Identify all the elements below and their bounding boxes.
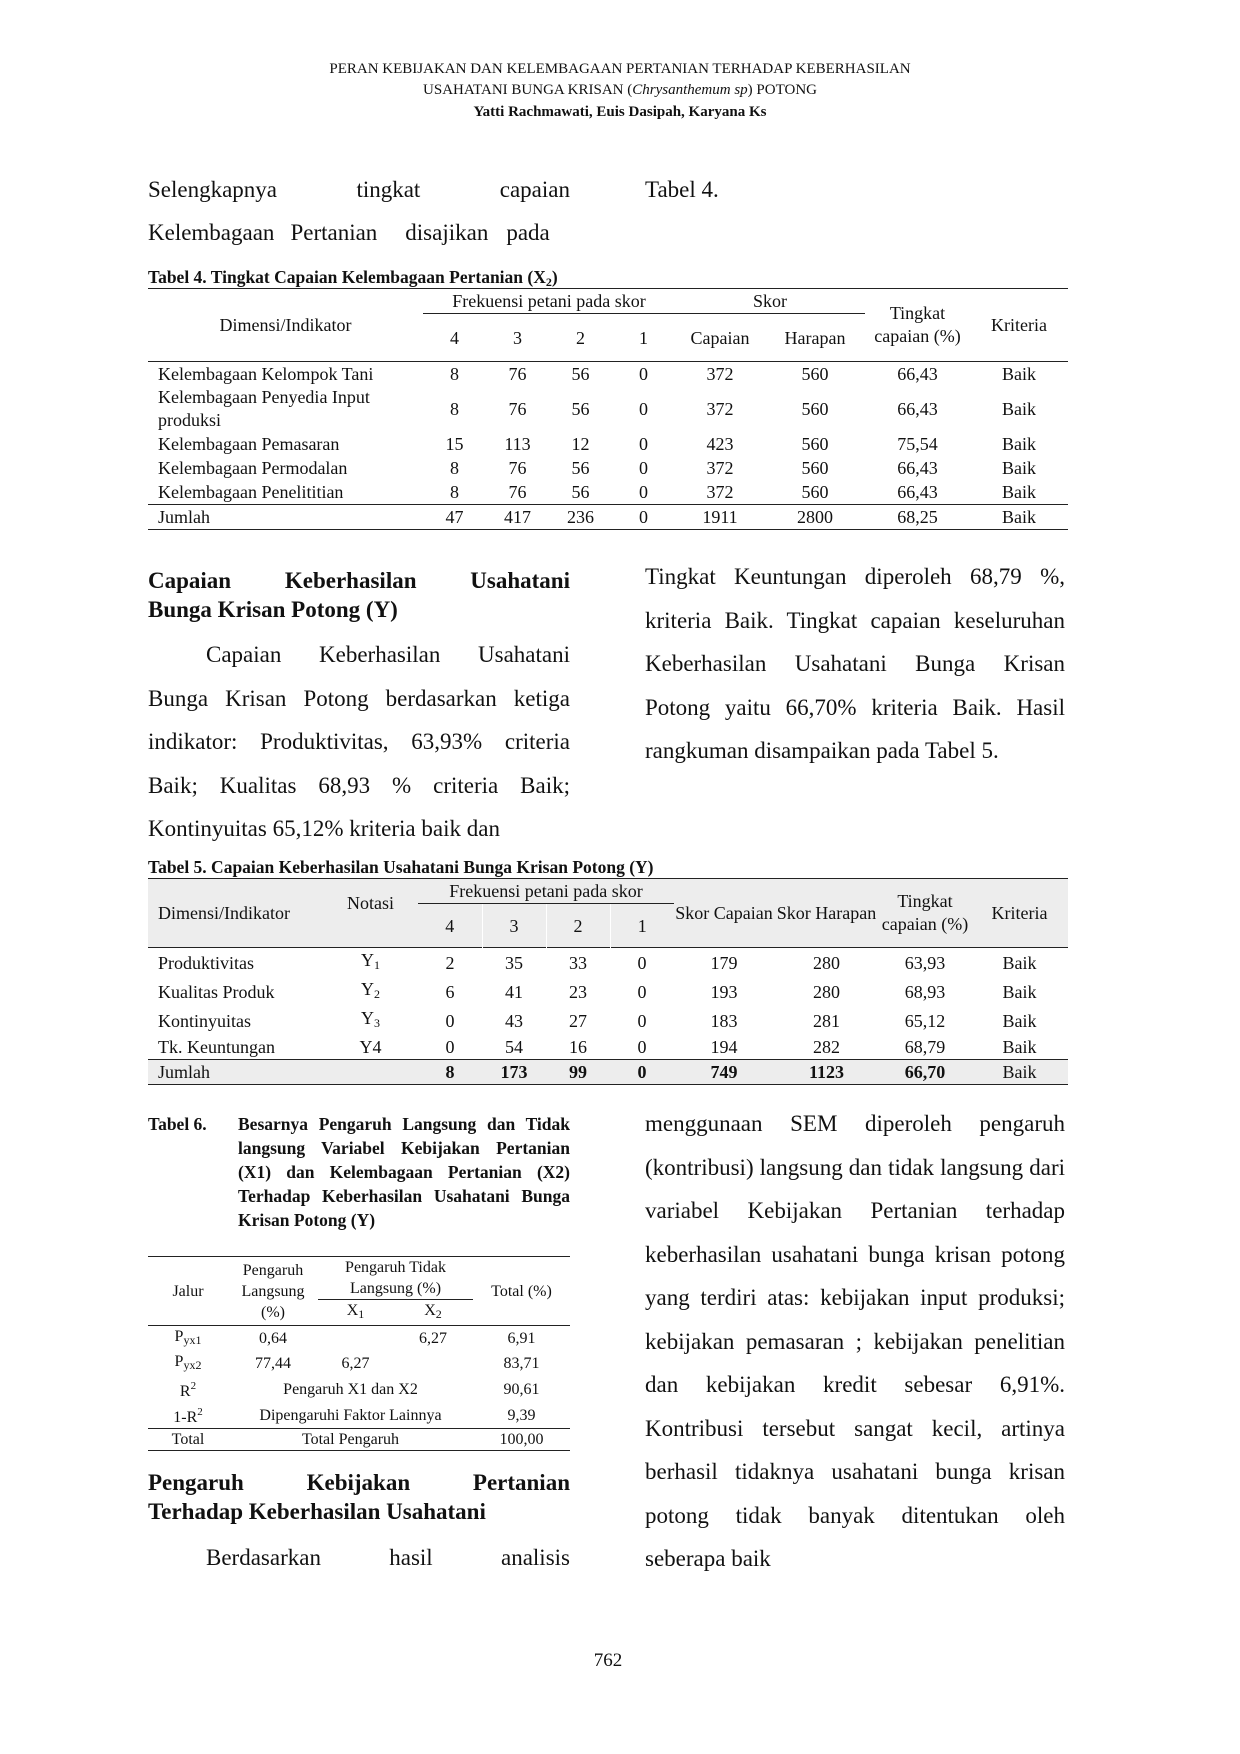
- caption-subscript: 2: [545, 275, 552, 289]
- cell: 423: [706, 434, 734, 454]
- cell: 560: [801, 482, 829, 502]
- notasi: Y: [361, 950, 374, 970]
- cell-jalur: $1-R^2$: [173, 1406, 203, 1426]
- cell: 0: [637, 981, 647, 1002]
- table-row: [148, 1376, 570, 1402]
- cell: 65,12: [904, 1010, 946, 1031]
- intro-right-line: Tabel 4.: [645, 177, 719, 202]
- subtitle-text: USAHATANI BUNGA KRISAN (: [423, 82, 633, 98]
- table-row: [148, 432, 1068, 456]
- cell: 56: [571, 399, 590, 419]
- col-header-4: 4: [418, 904, 482, 948]
- cell: 1123: [808, 1062, 844, 1082]
- cell: 66,43: [897, 364, 938, 384]
- cell: 8: [445, 1062, 455, 1082]
- cell: 41: [505, 981, 523, 1002]
- cell: 99: [569, 1062, 587, 1082]
- col-header-kriteria: Kriteria: [991, 315, 1047, 335]
- table-row: [148, 1326, 570, 1352]
- cell: 183: [710, 1010, 738, 1031]
- cell: 27: [569, 1010, 587, 1031]
- table5-caption: Tabel 5. Capaian Keberhasilan Usahatani Bunga Krisan Potong (Y): [148, 857, 654, 877]
- table-header-row: [148, 289, 1068, 314]
- section2-left-line: [206, 1545, 570, 1571]
- cell: 9,39: [507, 1406, 536, 1424]
- table-row: [148, 977, 1068, 1006]
- cell: 0: [639, 482, 648, 502]
- cell: 194: [710, 1037, 738, 1057]
- heading-line: Pengaruh Kebijakan Pertanian: [148, 1470, 570, 1495]
- cell: 0,64: [259, 1330, 287, 1347]
- cell: 15: [445, 434, 464, 454]
- col-header-skor-harapan: Skor Harapan: [776, 903, 877, 923]
- cell: 6,27: [419, 1330, 447, 1347]
- cell: 56: [571, 364, 590, 384]
- cell: Dipengaruhi Faktor Lainnya: [259, 1406, 442, 1424]
- heading-line: Terhadap Keberhasilan Usahatani: [148, 1499, 486, 1524]
- col-header-jalur: Jalur: [172, 1282, 204, 1300]
- jalur: P: [174, 1353, 184, 1370]
- cell: 749: [710, 1062, 738, 1082]
- cell: Baik: [1002, 434, 1036, 454]
- col-header-tidak-langsung: Pengaruh Tidak Langsung (%): [318, 1257, 473, 1300]
- cell: 0: [445, 1037, 455, 1057]
- word: Kelembagaan: [148, 220, 275, 245]
- caption-end: ): [551, 267, 558, 287]
- cell: 23: [569, 981, 587, 1002]
- cell: 66,43: [897, 399, 938, 419]
- col-header-tingkat: Tingkat capaian (%): [874, 303, 961, 346]
- cell: Kelembagaan Penyedia Input produksi: [158, 387, 370, 430]
- cell: Kelembagaan Pemasaran: [158, 434, 340, 454]
- table-total-row: [148, 1429, 570, 1451]
- word: pada: [506, 220, 550, 245]
- cell-jalur: $R^2$: [179, 1380, 197, 1400]
- cell-notasi: [323, 948, 418, 978]
- table-row: [148, 480, 1068, 505]
- cell: 0: [637, 1010, 647, 1031]
- table-row: [148, 948, 1068, 978]
- cell: 75,54: [897, 434, 938, 454]
- cell: 8: [450, 458, 459, 478]
- col-header-3: 3: [482, 904, 546, 948]
- cell: 90,61: [503, 1380, 540, 1398]
- caption-text: Tabel 4. Tingkat Capaian Kelembagaan Pertanian (X: [148, 267, 546, 287]
- cell: Kelembagaan Permodalan: [158, 458, 348, 478]
- table-row: [148, 362, 1068, 387]
- cell: 56: [571, 482, 590, 502]
- col-header-4: 4: [450, 327, 459, 348]
- cell: 0: [637, 1062, 647, 1082]
- col-header-capaian: Capaian: [690, 327, 750, 348]
- intro-left-line-1: [148, 177, 570, 203]
- subtitle-text-end: ) POTONG: [747, 82, 817, 98]
- cell: 8: [450, 399, 459, 419]
- cell: Kelembagaan Kelompok Tani: [158, 364, 374, 384]
- cell: [318, 1326, 393, 1352]
- table5: [148, 878, 1068, 1085]
- col-header-langsung: Pengaruh Langsung (%): [241, 1261, 305, 1321]
- col-header-x1: $X_1$: [346, 1302, 365, 1321]
- cell: 0: [639, 434, 648, 454]
- cell: 1911: [702, 507, 738, 527]
- cell: [393, 1351, 473, 1376]
- running-header-subtitle: [0, 80, 1240, 101]
- cell: 68,93: [904, 981, 946, 1002]
- cell: 280: [813, 952, 840, 973]
- cell: Baik: [1002, 458, 1036, 478]
- cell: 66,43: [897, 458, 938, 478]
- cell: 35: [505, 952, 523, 973]
- cell: 280: [813, 981, 840, 1002]
- cell: 68,79: [904, 1037, 946, 1057]
- col-header-harapan: Harapan: [784, 327, 846, 348]
- cell: 0: [639, 458, 648, 478]
- cell: 0: [639, 364, 648, 384]
- x2-label: X: [424, 1302, 436, 1319]
- jalur: 1-R: [173, 1409, 198, 1426]
- table-row: [148, 1402, 570, 1429]
- cell: Tk. Keuntungan: [158, 1037, 275, 1057]
- col-header-1: 1: [639, 327, 648, 348]
- cell-notasi: [323, 1006, 418, 1035]
- cell: Total Pengaruh: [301, 1431, 400, 1448]
- cell: 0: [639, 399, 648, 419]
- cell: Kelembagaan Penelititian: [158, 482, 344, 502]
- caption-label: Tabel 6.: [148, 1114, 207, 1134]
- col-header-frekuensi: Frekuensi petani pada skor: [418, 879, 674, 904]
- word: tingkat: [356, 177, 421, 202]
- cell: 68,25: [897, 507, 938, 527]
- jalur-sub: yx2: [183, 1358, 202, 1372]
- cell: Total: [171, 1431, 205, 1448]
- cell-jalur: [148, 1351, 228, 1376]
- cell: Pengaruh X1 dan X2: [283, 1380, 418, 1398]
- cell-jalur: [148, 1326, 228, 1352]
- species-name: Chrysanthemum sp: [632, 82, 748, 98]
- cell: 100,00: [499, 1431, 544, 1448]
- col-header-skor: Skor: [675, 289, 865, 314]
- cell: 16: [569, 1037, 587, 1057]
- notasi-sub: 2: [374, 987, 380, 1001]
- word: disajikan: [405, 220, 489, 245]
- cell: 0: [637, 952, 647, 973]
- table-total-row: [148, 505, 1068, 530]
- col-header-notasi: Notasi: [347, 893, 394, 913]
- cell: 417: [504, 507, 531, 527]
- cell: 372: [706, 458, 734, 478]
- cell: 6,91: [507, 1330, 536, 1347]
- col-header-dimensi: Dimensi/Indikator: [219, 315, 352, 335]
- cell: 2: [445, 952, 455, 973]
- cell: 33: [569, 952, 587, 973]
- cell: Baik: [1002, 1037, 1037, 1057]
- cell: 372: [706, 482, 734, 502]
- col-header-2: 2: [576, 327, 585, 348]
- table-row: [148, 456, 1068, 480]
- notasi: Y4: [359, 1037, 382, 1057]
- cell: 372: [706, 364, 734, 384]
- cell: 560: [801, 364, 829, 384]
- cell: 113: [504, 434, 531, 454]
- col-header-1: 1: [637, 915, 647, 936]
- cell: 193: [710, 981, 738, 1002]
- col-header-2: 2: [546, 904, 610, 948]
- col-header-3: 3: [513, 327, 522, 348]
- notasi-sub: 1: [374, 958, 380, 972]
- col-header-tingkat: Tingkat capaian (%): [881, 891, 969, 934]
- col-header-kriteria: Kriteria: [991, 903, 1048, 923]
- cell: Baik: [1002, 952, 1037, 973]
- table-row: [148, 1035, 1068, 1060]
- cell: 76: [508, 364, 527, 384]
- cell: Baik: [1002, 482, 1036, 502]
- cell: 560: [801, 434, 829, 454]
- cell: Jumlah: [158, 1062, 210, 1082]
- col-header-total: Total (%): [491, 1282, 552, 1300]
- word: capaian: [499, 177, 570, 202]
- word: analisis: [501, 1545, 570, 1570]
- section1-left-paragraph: Capaian Keberhasilan Usahatani Bunga Krisan Potong berdasarkan ketiga indikator: Produktivitas, 63,93% criteria Baik; Kualitas 68,93 % criteria Baik; Kontinyuitas 65,12% kriteria baik dan: [148, 642, 570, 841]
- cell: Baik: [1002, 507, 1036, 527]
- notasi: Y: [361, 1008, 374, 1028]
- cell: 282: [813, 1037, 840, 1057]
- col-header-skor-capaian: Skor Capaian: [675, 903, 773, 923]
- cell: 77,44: [255, 1355, 291, 1372]
- cell: 560: [801, 399, 829, 419]
- table-row: [148, 1351, 570, 1376]
- caption-text: Besarnya Pengaruh Langsung dan Tidak langsung Variabel Kebijakan Pertanian (X1) dan Kelembagaan Pertanian (X2) Terhadap Keberhasilan Usahatani Bunga Krisan Potong (Y): [238, 1114, 570, 1230]
- cell: 2800: [797, 507, 833, 527]
- section-heading-pengaruh: [148, 1468, 570, 1526]
- cell-empty: [323, 1060, 418, 1085]
- cell: 173: [500, 1062, 528, 1082]
- cell: 281: [813, 1010, 840, 1031]
- cell: 560: [801, 458, 829, 478]
- word: Selengkapnya: [148, 177, 278, 202]
- notasi-sub: 3: [374, 1016, 380, 1030]
- cell: 56: [571, 458, 590, 478]
- col-header-frekuensi: Frekuensi petani pada skor: [423, 289, 675, 314]
- word: hasil: [389, 1545, 433, 1570]
- cell: 6: [445, 981, 455, 1002]
- cell: 66,43: [897, 482, 938, 502]
- cell: 43: [505, 1010, 523, 1031]
- section2-right-paragraph: menggunaan SEM diperoleh pengaruh (kontribusi) langsung dan tidak langsung dari variabel Kebijakan Pertanian terhadap keberhasilan usahatani bunga krisan potong yang terdiri atas: kebijakan input produksi; kebijakan pemasaran ; kebijakan penelitian dan kebijakan kredit sebesar 6,91%. Kontribusi tersebut sangat kecil, artinya berhasil tidaknya usahatani bunga krisan potong tidak banyak ditentukan oleh seberapa baik: [645, 1111, 1065, 1571]
- heading-line: Capaian Keberhasilan Usahatani: [148, 568, 570, 593]
- col-header-dimensi: Dimensi/Indikator: [158, 903, 290, 923]
- table-header-row: [148, 879, 1068, 904]
- cell: Baik: [1002, 1062, 1037, 1082]
- cell: 76: [508, 482, 527, 502]
- cell: 66,70: [904, 1062, 946, 1082]
- cell: Produktivitas: [158, 952, 255, 973]
- word: Pertanian: [290, 220, 378, 245]
- authors: Yatti Rachmawati, Euis Dasipah, Karyana Ks: [473, 104, 767, 120]
- table-header-row: [148, 1257, 570, 1300]
- cell: 76: [508, 458, 527, 478]
- heading-line: Bunga Krisan Potong (Y): [148, 597, 398, 622]
- cell: 47: [445, 507, 464, 527]
- cell: Baik: [1002, 399, 1036, 419]
- cell: 54: [505, 1037, 523, 1057]
- cell: Baik: [1002, 364, 1036, 384]
- table-row: [148, 1006, 1068, 1035]
- notasi: Y: [361, 979, 374, 999]
- table6: [148, 1256, 570, 1451]
- cell: Kualitas Produk: [158, 981, 275, 1002]
- cell: 0: [445, 1010, 455, 1031]
- cell: 0: [639, 507, 648, 527]
- table-total-row: [148, 1060, 1068, 1085]
- table6-caption: [148, 1114, 570, 1232]
- cell: 0: [637, 1037, 647, 1057]
- cell: Kontinyuitas: [158, 1010, 251, 1031]
- cell: 6,27: [341, 1355, 370, 1372]
- table4: [148, 288, 1068, 530]
- word: Berdasarkan: [206, 1545, 321, 1570]
- jalur: P: [174, 1328, 184, 1345]
- jalur-sub: yx1: [183, 1333, 202, 1347]
- cell: 76: [508, 399, 527, 419]
- cell: Jumlah: [158, 507, 210, 527]
- running-header-title: PERAN KEBIJAKAN DAN KELEMBAGAAN PERTANIAN TERHADAP KEBERHASILAN: [329, 61, 911, 77]
- intro-left-line-2: [148, 220, 570, 246]
- section-heading-capaian: [148, 566, 570, 624]
- cell: 8: [450, 482, 459, 502]
- col-header-x2: $X_2$: [424, 1302, 442, 1321]
- cell: 236: [567, 507, 594, 527]
- cell: 8: [450, 364, 459, 384]
- cell: Baik: [1002, 981, 1037, 1002]
- cell-notasi: [323, 1035, 418, 1060]
- cell: 83,71: [503, 1355, 540, 1372]
- section1-right-paragraph: Tingkat Keuntungan diperoleh 68,79 %, kriteria Baik. Tingkat capaian keseluruhan Keberhasilan Usahatani Bunga Krisan Potong yaitu 66,70% kriteria Baik. Hasil rangkuman disampaikan pada Tabel 5.: [645, 564, 1065, 763]
- cell: 12: [571, 434, 590, 454]
- page-number: 762: [593, 1650, 623, 1671]
- cell: 372: [706, 399, 734, 419]
- cell: 179: [710, 952, 738, 973]
- cell: Baik: [1002, 1010, 1037, 1031]
- jalur: R: [179, 1383, 191, 1400]
- cell: 63,93: [904, 952, 946, 973]
- table-row: [148, 386, 1068, 432]
- cell-notasi: [323, 977, 418, 1006]
- x1-label: X: [346, 1302, 359, 1319]
